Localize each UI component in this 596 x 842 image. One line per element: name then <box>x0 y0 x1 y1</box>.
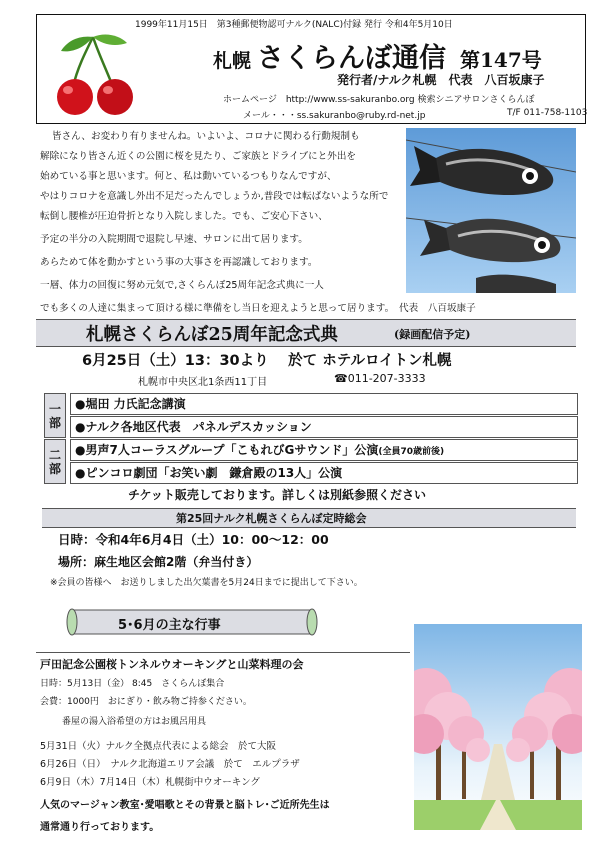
program-item: ●堀田 力氏記念講演 <box>70 393 578 415</box>
email-line: メール・・・ss.sakuranbo@ruby.rd-net.jp <box>243 111 426 121</box>
greeting-line: 転倒し腰椎が圧迫骨折となり入院しました。でも、ご安心下さい、 <box>40 211 328 222</box>
event-item: 6月9日（木）7月14日（木）札幌街中ウオーキング <box>40 777 260 788</box>
meeting-date: 日時：令和4年6月4日（土）10：00～12：00 <box>58 532 329 547</box>
title-city: 札幌 <box>213 50 252 72</box>
greeting-line: 解除になり皆さん近くの公園に桜を見たり、ご家族とドライブにと外出を <box>40 151 357 162</box>
meeting-note: ※会員の皆様へ お送りしました出欠葉書を5月24日までに提出して下さい。 <box>50 578 363 588</box>
newsletter-title <box>213 36 542 75</box>
ticket-notice: チケット販売しております。詳しくは別紙参照ください <box>128 488 426 502</box>
carp-streamer-photo <box>406 128 576 293</box>
regular-activities: 通常通り行っております。 <box>40 822 160 833</box>
program-item: ●ピンコロ劇団「お笑い劇 鎌倉殿の13人」公演 <box>70 462 578 484</box>
ceremony-datetime: 6月25日（土）13：30より 於て ホテルロイトン札幌 <box>82 353 452 369</box>
event-item: 6月26日（日） ナルク北海道エリア会議 於て エルプラザ <box>40 759 300 770</box>
walking-event-title: 戸田記念公園桜トンネルウオーキングと山菜料理の会 <box>40 658 304 671</box>
greeting-line: 皆さん、お変わり有りませんね。いよいよ、コロナに関わる行動規制も <box>52 131 360 142</box>
events-heading: 5･6月の主な行事 <box>118 618 221 633</box>
title-main: さくらんぼ通信 <box>257 43 447 74</box>
ceremony-address: 札幌市中央区北1条西11丁目 <box>138 377 268 388</box>
cherry-blossom-illustration <box>414 624 582 830</box>
greeting-line: あらためて体を動かすという事の大事さを再認識しております。 <box>40 257 318 268</box>
walking-event-line: 番屋の湯入浴希望の方はお風呂用具 <box>62 717 207 727</box>
issue-info-line: 1999年11月15日 第3種郵便物認可ナルク(NALC)付録 発行 令和4年5月10日 <box>135 20 453 30</box>
regular-activities: 人気のマージャン教室･愛唱歌とその背景と脳トレ･ご近所先生は <box>40 800 330 811</box>
ceremony-subtitle: (録画配信予定) <box>394 328 471 341</box>
greeting-line: 一層、体力の回復に努め元気で,さくらんぼ25周年記念式典に一人 <box>40 280 324 291</box>
program-item <box>70 439 578 461</box>
program-parts <box>44 393 578 483</box>
greeting-line: 始めている事と思います。何と、私は動いているつもりなんですが、 <box>40 171 337 182</box>
walking-event-line: 会費：1000円 おにぎり・飲み物ご持参ください。 <box>40 697 252 707</box>
ceremony-phone: ☎011-207-3333 <box>334 372 426 385</box>
website-line: ホームページ http://www.ss-sakuranbo.org 検索シニアサロンさくらんぼ <box>223 95 535 105</box>
part1-label: 一部 <box>44 393 66 438</box>
ceremony-title: 札幌さくらんぼ25周年記念式典 <box>86 325 338 345</box>
issue-number: 第147号 <box>460 48 542 72</box>
part2-label: 二部 <box>44 439 66 484</box>
tel-fax: T/F 011-758-1103 <box>507 108 588 118</box>
cherry-icon <box>55 33 137 121</box>
masthead <box>36 14 586 124</box>
program-item-note: (全員70歳前後) <box>378 447 445 457</box>
program-item-text: ●男声7人コーラスグループ「こもれびGサウンド」公演 <box>75 443 379 457</box>
greeting-line: でも多くの人達に集まって頂ける様に準備をし当日を迎えようと思って居ります。 代表 八百坂康子 <box>40 303 476 314</box>
program-item: ●ナルク各地区代表 パネルデスカッション <box>70 416 578 438</box>
greeting-line: 予定の半分の入院期間で退院し早速、サロンに出て居ります。 <box>40 234 308 245</box>
walking-event-line: 日時：5月13日（金） 8:45 さくらんぼ集合 <box>40 679 225 689</box>
meeting-title: 第25回ナルク札幌さくらんぼ定時総会 <box>176 512 367 525</box>
meeting-place: 場所：麻生地区会館2階（弁当付き） <box>58 555 259 569</box>
publisher: 発行者/ナルク札幌 代表 八百坂康子 <box>337 73 545 87</box>
greeting-line: やはりコロナを意識し外出不足だったんでしょうか,普段では転ばないような所で <box>40 191 389 202</box>
event-item: 5月31日（火）ナルク全拠点代表による総会 於て大阪 <box>40 741 276 752</box>
